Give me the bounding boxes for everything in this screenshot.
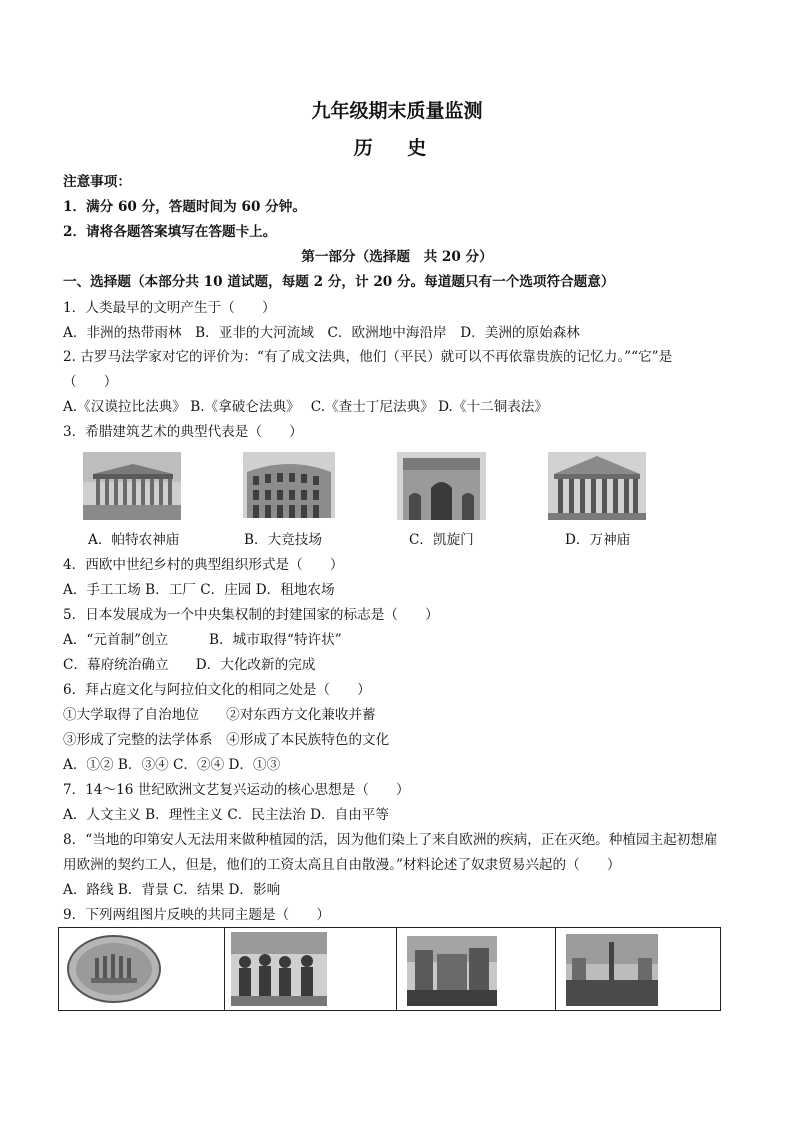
section-heading: 一、选择题（本部分共 10 道试题，每题 2 分，计 20 分。每道题只有一个选项符合题意）: [63, 274, 615, 290]
q9-cell-3: [397, 928, 556, 1010]
q7-options: A．人文主义 B．理性主义 C．民主法治 D．自由平等: [63, 807, 389, 823]
subject-title: 历 史: [353, 137, 441, 159]
note-item-1: 1．满分 60 分，答题时间为 60 分钟。: [63, 199, 306, 215]
q1-stem: 1．人类最早的文明产生于（ ）: [63, 300, 276, 316]
q9-cell-1: [59, 928, 225, 1010]
q3-caption-a: A．帕特农神庙: [88, 532, 180, 548]
q5-options-1: A．“元首制”创立 B．城市取得“特许状”: [63, 632, 342, 648]
q9-stem: 9．下列两组图片反映的共同主题是（ ）: [63, 907, 330, 923]
festival-image: [566, 934, 658, 1006]
q7-stem: 7．14～16 世纪欧洲文艺复兴运动的核心思想是（ ）: [63, 782, 410, 798]
q6-items-1: ①大学取得了自治地位 ②对东西方文化兼收并蓄: [63, 707, 376, 723]
q3-stem: 3．希腊建筑艺术的典型代表是（ ）: [63, 424, 303, 440]
q6-items-2: ③形成了完整的法学体系 ④形成了本民族特色的文化: [63, 732, 390, 748]
q3-caption-d: D．万神庙: [565, 532, 631, 548]
note-item-2: 2．请将各题答案填写在答题卡上。: [63, 224, 277, 240]
q4-options: A．手工工场 B．工厂 C．庄园 D．租地农场: [63, 582, 335, 598]
pantheon-image: [548, 452, 646, 520]
colosseum-image: [243, 452, 335, 518]
q6-options: A．①② B．③④ C．②④ D．①③: [63, 757, 281, 773]
q1-options: A．非洲的热带雨林 B．亚非的大河流域 C．欧洲地中海沿岸 D．美洲的原始森林: [63, 325, 580, 341]
arch-of-triumph-image: [397, 452, 486, 520]
bastille-image: [407, 936, 497, 1006]
q2-stem-cont: （ ）: [63, 374, 118, 390]
q2-options: A.《汉谟拉比法典》 B.《拿破仑法典》 C.《查士丁尼法典》 D.《十二铜表法》: [63, 399, 548, 415]
parthenon-image: [83, 452, 181, 520]
q9-image-table: [58, 927, 721, 1011]
q4-stem: 4．西欧中世纪乡村的典型组织形式是（ ）: [63, 557, 344, 573]
q6-stem: 6．拜占庭文化与阿拉伯文化的相同之处是（ ）: [63, 682, 371, 698]
q5-options-2: C．幕府统治确立 D．大化改新的完成: [63, 657, 316, 673]
q9-cell-2: [225, 928, 397, 1010]
q2-stem: 2. 古罗马法学家对它的评价为：“有了成文法典，他们（平民）就可以不再依靠贵族的记忆力。”“它”是: [63, 349, 673, 365]
seal-image: [65, 934, 163, 1004]
q9-cell-4: [556, 928, 720, 1010]
q8-stem-1: 8．“当地的印第安人无法用来做种植园的活，因为他们染上了来自欧洲的疾病，正在灭绝。种植园主起初想雇: [63, 832, 718, 848]
part-one-heading: 第一部分（选择题 共 20 分）: [301, 249, 493, 265]
q5-stem: 5．日本发展成为一个中央集权制的封建国家的标志是（ ）: [63, 607, 439, 623]
exam-title: 九年级期末质量监测: [311, 100, 483, 122]
q8-options: A．路线 B．背景 C．结果 D．影响: [63, 882, 281, 898]
q8-stem-2: 用欧洲的契约工人，但是，他们的工资太高且自由散漫。”材料论述了奴隶贸易兴起的（ ）: [63, 857, 621, 873]
assembly-painting-image: [231, 932, 327, 1006]
q3-caption-b: B．大竞技场: [244, 532, 322, 548]
notes-heading: 注意事项：: [63, 174, 131, 190]
q3-caption-c: C．凯旋门: [409, 532, 474, 548]
